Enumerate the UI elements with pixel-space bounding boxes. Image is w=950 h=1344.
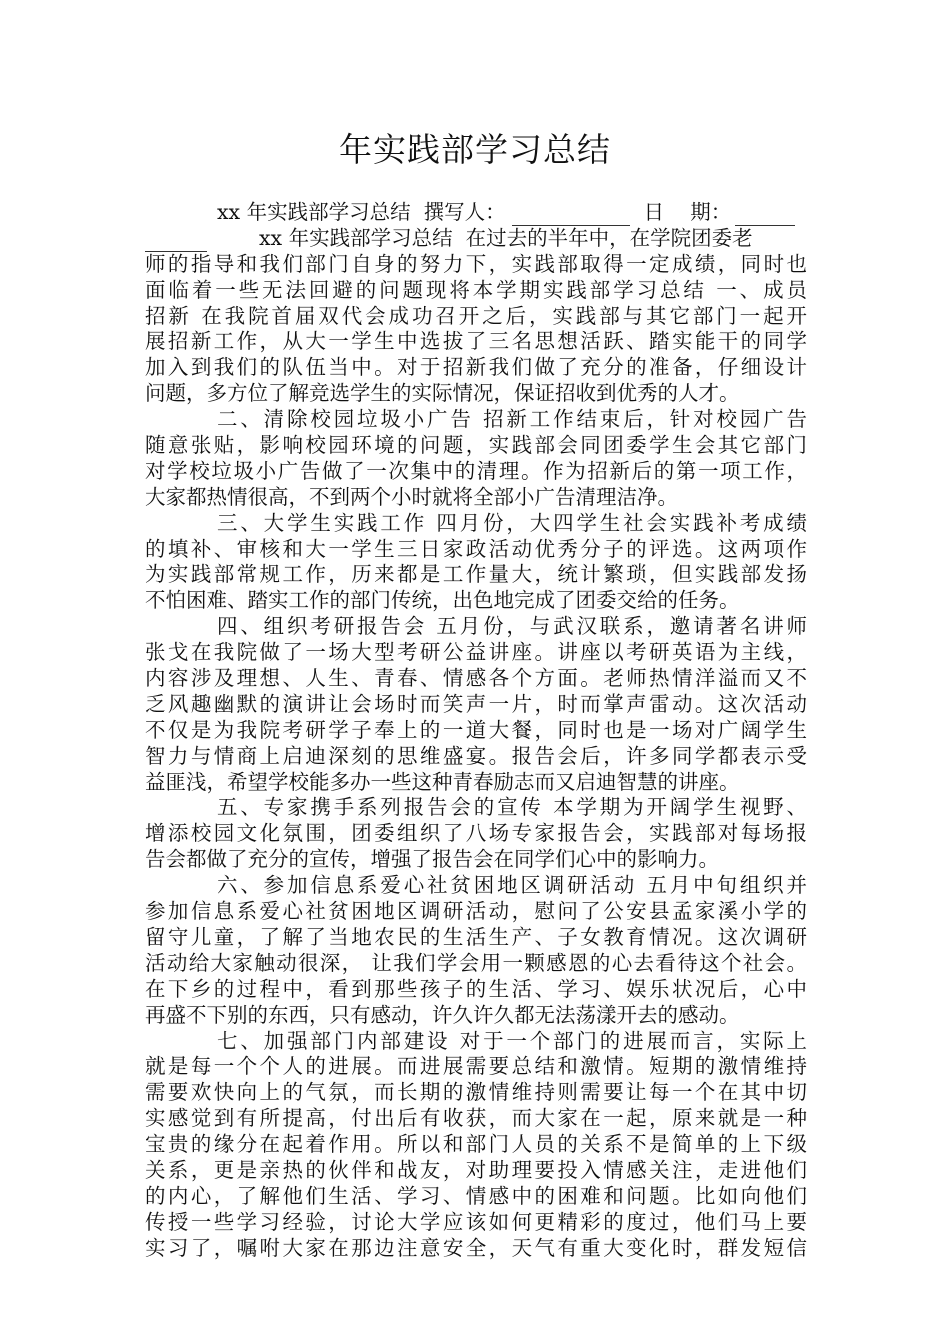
section-heading-line: 二、清除校园垃圾小广告 招新工作结束后，针对校园广告 bbox=[217, 407, 807, 432]
paragraph-line bbox=[145, 226, 807, 252]
text-line: xx 年实践部学习总结 在过去的半年中，在学院团委老 bbox=[259, 225, 753, 250]
author-blank bbox=[512, 205, 630, 226]
paragraph-line: 活动给大家触动很深， 让我们学会用一颗感恩的心去看待这个社会。 bbox=[145, 950, 807, 975]
paragraph-line: 就是每一个个人的进展。而进展需要总结和激情。短期的激情维持 bbox=[145, 1054, 807, 1079]
paragraph-line: 需要欢快向上的气氛，而长期的激情维持则需要让每一个在其中切 bbox=[145, 1080, 807, 1105]
author-date-line bbox=[145, 200, 807, 226]
paragraph-line: 在下乡的过程中，看到那些孩子的生活、学习、娱乐状况后，心中 bbox=[145, 976, 807, 1001]
paragraph-line: 为实践部常规工作，历来都是工作量大，统计繁琐，但实践部发扬 bbox=[145, 562, 807, 587]
section-heading-line: 三、大学生实践工作 四月份，大四学生社会实践补考成绩 bbox=[217, 510, 807, 535]
paragraph-line: 益匪浅，希望学校能多办一些这种青春励志而又启迪智慧的讲座。 bbox=[145, 769, 740, 794]
paragraph-line: 师的指导和我们部门自身的努力下，实践部取得一定成绩，同时也 bbox=[145, 251, 807, 276]
paragraph-line: 张戈在我院做了一场大型考研公益讲座。讲座以考研英语为主线， bbox=[145, 640, 807, 665]
date-blank-continued bbox=[145, 231, 207, 252]
paragraph-line: 面临着一些无法回避的问题现将本学期实践部学习总结 一、成员 bbox=[145, 277, 807, 302]
paragraph-line: 大家都热情很高，不到两个小时就将全部小广告清理洁净。 bbox=[145, 484, 678, 509]
paragraph-line: 关系，更是亲热的伙伴和战友，对助理要投入情感关注，走进他们 bbox=[145, 1157, 807, 1182]
section-heading-line: 五、专家携手系列报告会的宣传 本学期为开阔学生视野、 bbox=[217, 795, 807, 820]
document-title: 年实践部学习总结 bbox=[339, 130, 611, 169]
paragraph-line: 加入到我们的队伍当中。对于招新我们做了充分的准备，仔细设计 bbox=[145, 355, 807, 380]
paragraph-line: 告会都做了充分的宣传，增强了报告会在同学们心中的影响力。 bbox=[145, 847, 719, 872]
section-heading-line: 七、加强部门内部建设 对于一个部门的进展而言，实际上 bbox=[217, 1028, 807, 1053]
paragraph-line: 不仅是为我院考研学子奉上的一道大餐，同时也是一场对广阔学生 bbox=[145, 717, 807, 742]
paragraph-line: 不怕困难、踏实工作的部门传统，出色地完成了团委交给的任务。 bbox=[145, 588, 740, 613]
paragraph-line: 的内心，了解他们生活、学习、情感中的困难和问题。比如向他们 bbox=[145, 1183, 807, 1208]
paragraph-line: 随意张贴，影响校园环境的问题，实践部会同团委学生会其它部门 bbox=[145, 433, 807, 458]
paragraph-line: 留守儿童，了解了当地农民的生活生产、子女教育情况。这次调研 bbox=[145, 924, 807, 949]
date-label: 日 期： bbox=[643, 200, 732, 224]
paragraph-line: 实习了，嘱咐大家在那边注意安全，天气有重大变化时，群发短信 bbox=[145, 1235, 807, 1260]
paragraph-line: 增添校园文化氛围，团委组织了八场专家报告会，实践部对每场报 bbox=[145, 821, 807, 846]
section-heading-line: 四、组织考研报告会 五月份，与武汉联系，邀请著名讲师 bbox=[217, 614, 807, 639]
paragraph-line: 智力与情商上启迪深刻的思维盛宴。报告会后，许多同学都表示受 bbox=[145, 743, 807, 768]
paragraph-line: 实感觉到有所提高，付出后有收获，而大家在一起，原来就是一种 bbox=[145, 1106, 807, 1131]
paragraph-line: 参加信息系爱心社贫困地区调研活动，慰问了公安县孟家溪小学的 bbox=[145, 899, 807, 924]
paragraph-line: 的填补、审核和大一学生三日家政活动优秀分子的评选。这两项作 bbox=[145, 536, 807, 561]
paragraph-line: 招新 在我院首届双代会成功召开之后，实践部与其它部门一起开 bbox=[145, 303, 807, 328]
paragraph-line: 问题，多方位了解竞选学生的实际情况，保证招收到优秀的人才。 bbox=[145, 381, 740, 406]
date-blank bbox=[735, 205, 795, 226]
paragraph-line: 宝贵的缘分在起着作用。所以和部门人员的关系不是简单的上下级 bbox=[145, 1132, 807, 1157]
paragraph-line: 对学校垃圾小广告做了一次集中的清理。作为招新后的第一项工作， bbox=[145, 458, 807, 483]
paragraph-line: 内容涉及理想、人生、青春、情感各个方面。老师热情洋溢而又不 bbox=[145, 666, 807, 691]
section-heading-line: 六、参加信息系爱心社贫困地区调研活动 五月中旬组织并 bbox=[217, 873, 807, 898]
document-body bbox=[145, 200, 807, 1262]
paragraph-line: 乏风趣幽默的演讲让会场时而笑声一片，时而掌声雷动。这次活动 bbox=[145, 691, 807, 716]
author-label: xx 年实践部学习总结 撰写人： bbox=[217, 200, 506, 224]
paragraph-line: 传授一些学习经验，讨论大学应该如何更精彩的度过，他们马上要 bbox=[145, 1209, 807, 1234]
paragraph-line: 展招新工作，从大一学生中选拔了三名思想活跃、踏实能干的同学 bbox=[145, 329, 807, 354]
paragraph-line: 再盛不下别的东西，只有感动，许久许久都无法荡漾开去的感动。 bbox=[145, 1002, 740, 1027]
